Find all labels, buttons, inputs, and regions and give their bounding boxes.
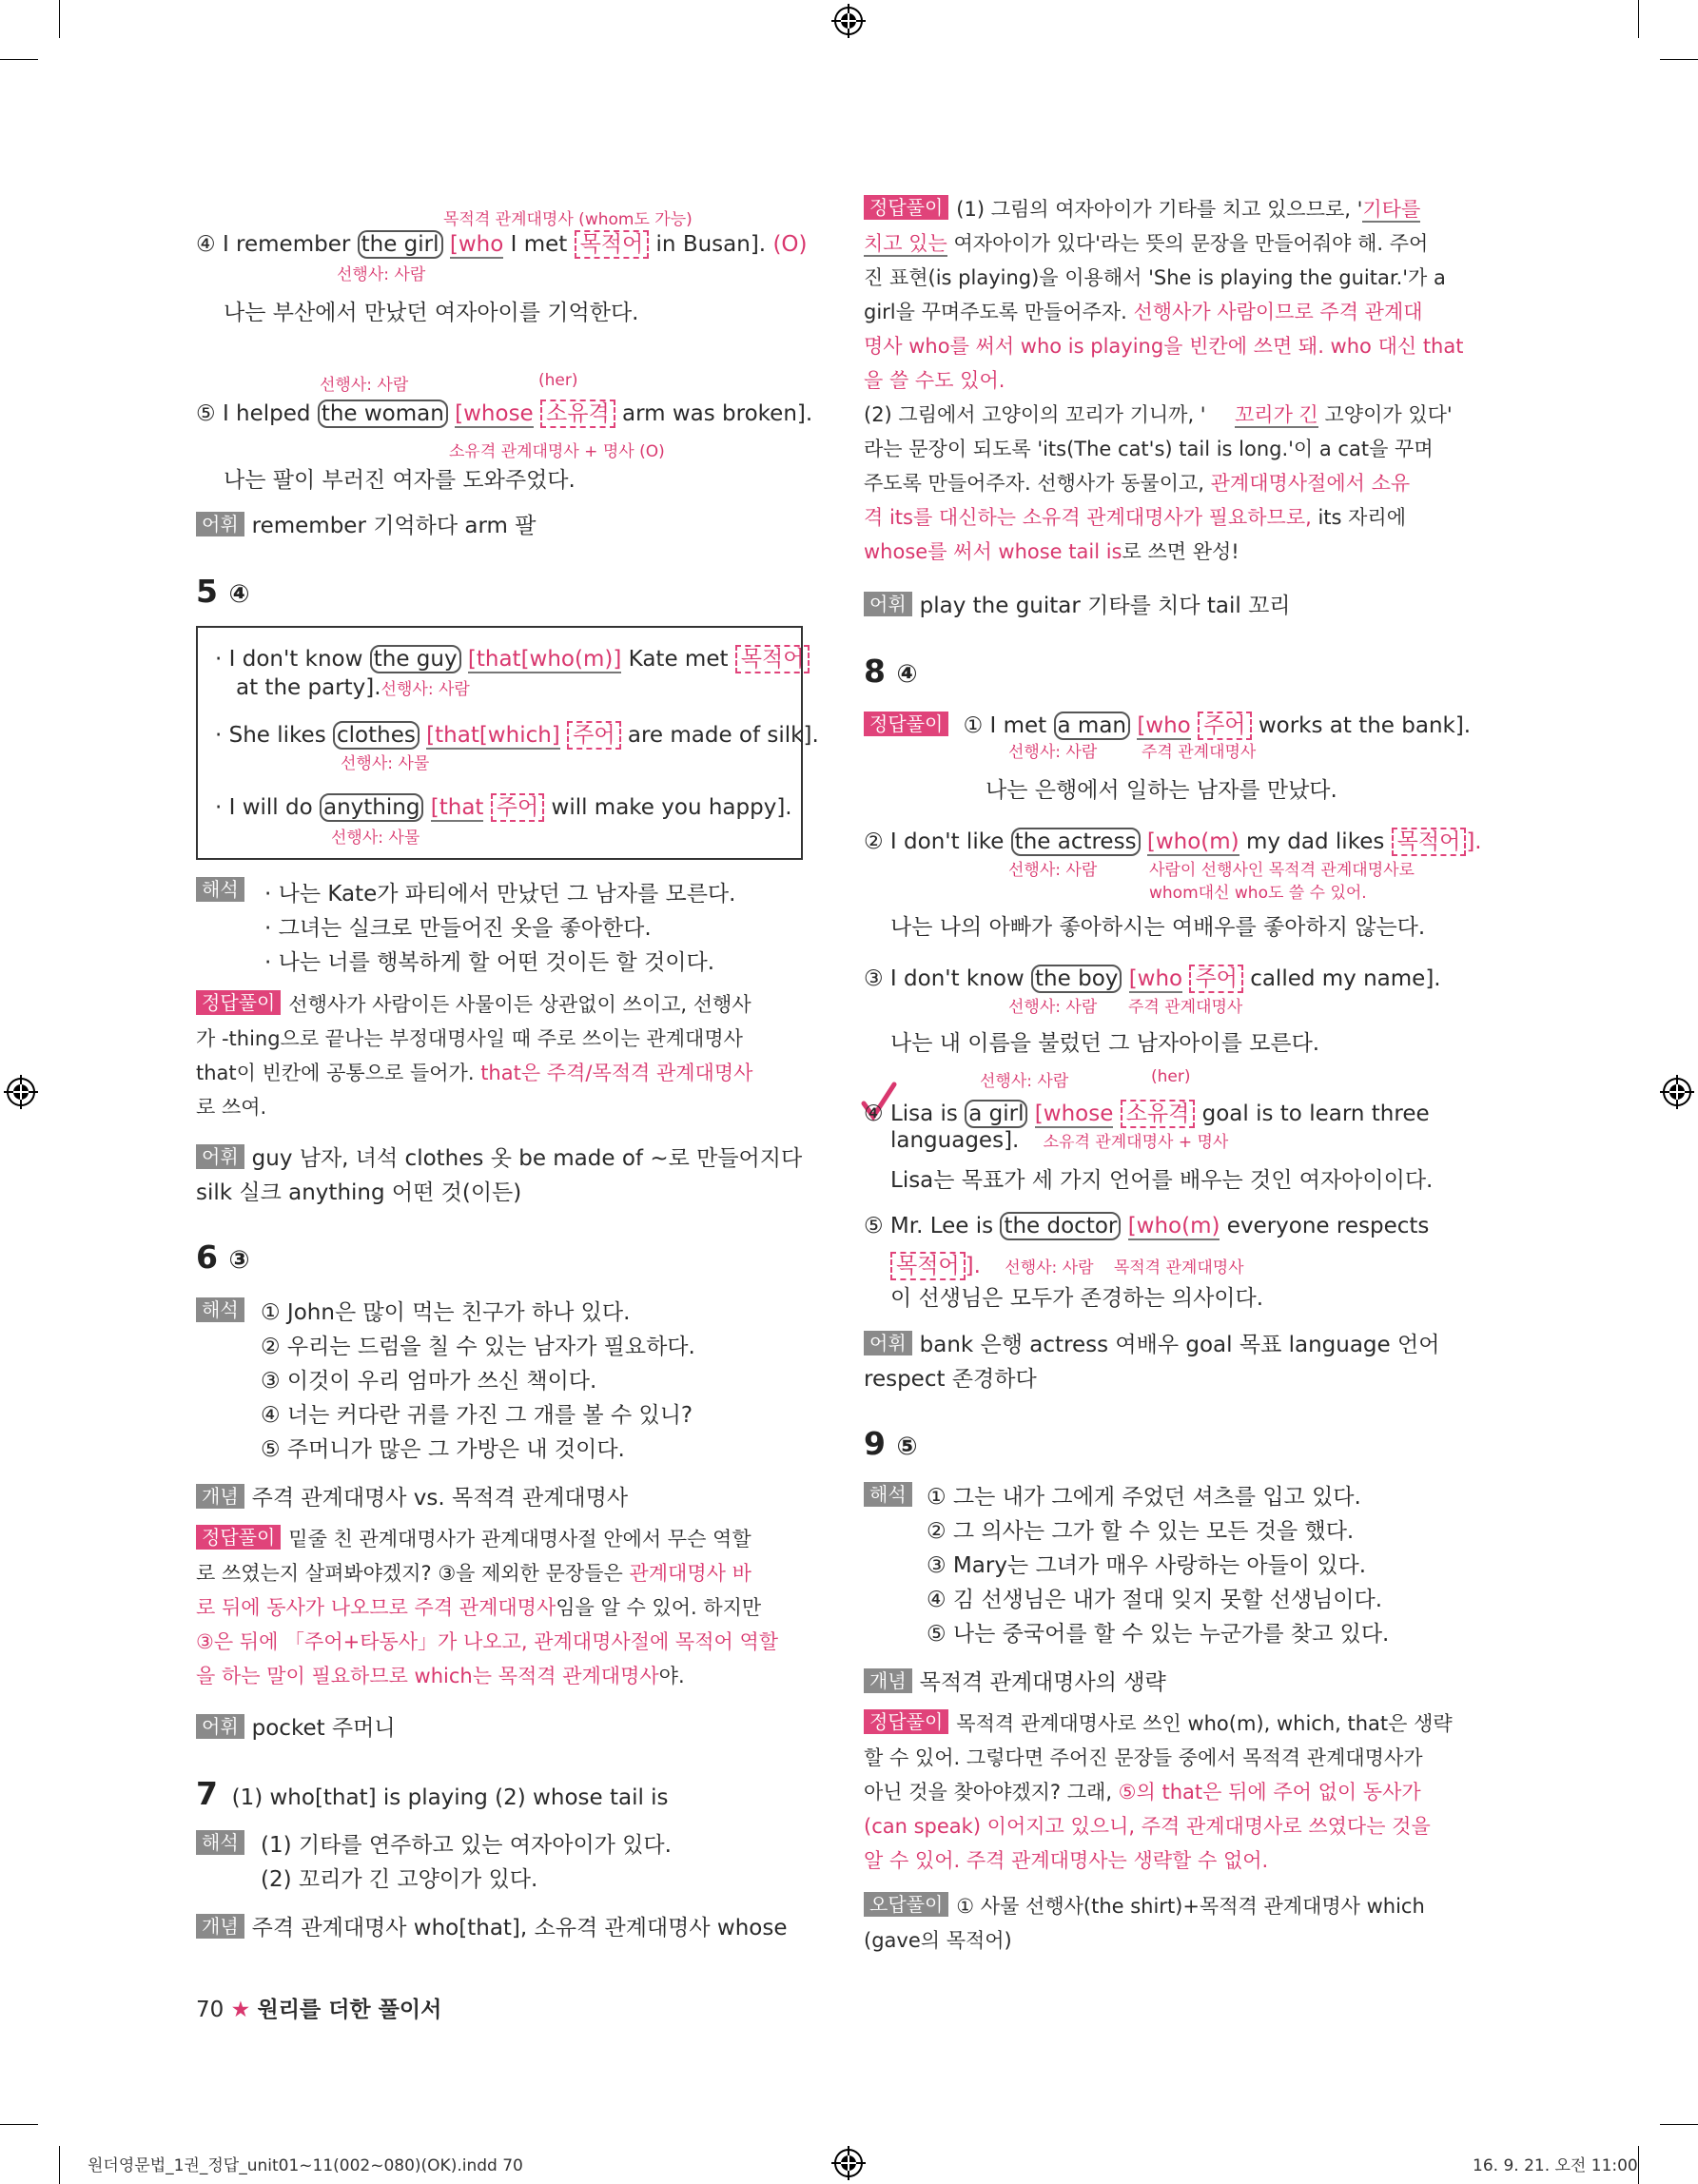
underlined-phrase: 꼬리가 긴 고양이가 있다' <box>1235 403 1453 426</box>
vocab-line: 어휘 guy 남자, 녀석 clothes 옷 be made of ~로 만들어지다 silk 실크 anything 어떤 것(이든) <box>196 1145 803 1205</box>
wrong-answer-explanation: 오답풀이 ① 사물 선행사(the shirt)+목적격 관계대명사 which (gave의 목적어) <box>864 1893 1425 1952</box>
crop-mark <box>59 2146 60 2184</box>
answer-explanation-9: 정답풀이 목적격 관계대명사로 쓰인 who(m), which, that은 생략 할 수 있어. 그렇다면 주어진 문장들 중에서 목적격 관계대명사가 아닌 것을 찾아야겠지? 그래, ⑤의 that은 뒤에 주어 없이 동사가 (can speak) 이어지고 있으니, 주격 관계대명사로 쓰였다는 것을 알 수 있어. 주격 관계대명사는 생략할 수 없어. <box>864 1710 1453 1872</box>
item-number: ④ <box>196 232 216 257</box>
vocab-line: 어휘 play the guitar 기타를 치다 tail 꼬리 <box>864 588 1291 619</box>
vocab-line: 어휘 remember 기억하다 arm 팔 <box>196 508 536 539</box>
translation-list: (1) 기타를 연주하고 있는 여자아이가 있다. (2) 꼬리가 긴 고양이가 있다. <box>261 1833 672 1892</box>
handwritten-note: 선행사: 사람 <box>1008 998 1098 1017</box>
handwritten-note: 선행사: 사람 <box>337 265 426 284</box>
sentence-8-5: ⑤ Mr. Lee is the doctor [who(m) everyone respects <box>864 1214 1430 1238</box>
translation: 나는 부산에서 만났던 여자아이를 기억한다. <box>224 301 639 325</box>
question-number: 6 ③ <box>196 1238 250 1276</box>
page-footer: 70 ★ 원리를 더한 풀이서 <box>196 1998 442 2022</box>
crop-mark <box>1638 2146 1639 2184</box>
handwritten-note: 선행사: 사람 <box>980 1072 1069 1091</box>
crop-mark <box>0 59 38 60</box>
handwritten-note: (her) <box>1151 1067 1191 1086</box>
handwritten-note: 소유격 관계대명사 + 명사 (O) <box>449 442 665 461</box>
concept-line: 개념 주격 관계대명사 who[that], 소유격 관계대명사 whose <box>196 1910 787 1941</box>
sentence-8-5-cont: 목적어 ]. 선행사: 사람 목적격 관계대명사 <box>890 1248 1244 1279</box>
concept-line: 개념 주격 관계대명사 vs. 목적격 관계대명사 <box>196 1480 628 1511</box>
example-box: · I don't know the guy [that[who(m)] Kate met 목적어 at the party].선행사: 사람 · She likes clothes [that[which] 주어 are made of silk]. 선행사: 사물 · I will do anything [that 주어 will make you happy]. 선행사: 사물 <box>196 626 803 860</box>
translation-block: 해석 <box>196 877 252 904</box>
crop-mark <box>1660 59 1698 60</box>
sentence-8-1: 정답풀이 ① I met a man [who 주어 works at the bank]. <box>864 708 1471 739</box>
handwritten-note: 주격 관계대명사 <box>1142 743 1257 762</box>
sentence-8-4: ④ Lisa is a girl [whose 소유격 goal is to learn three <box>864 1102 1430 1126</box>
handwritten-note: 사람이 선행사인 목적격 관계대명사로 <box>1149 861 1415 880</box>
crop-mark <box>0 2124 38 2125</box>
question-number: 5 ④ <box>196 573 250 610</box>
sentence-item-4: ④ I remember the girl [who I met 목적어 in Busan]. (O) <box>196 232 808 257</box>
question-number: 7 (1) who[that] is playing (2) whose tail is <box>196 1775 669 1812</box>
handwritten-note: whom대신 who도 쓸 수 있어. <box>1149 884 1367 903</box>
answer-explanation-6: 정답풀이 밑줄 친 관계대명사가 관계대명사절 안에서 무슨 역할 로 쓰였는지 살펴봐야겠지? ③을 제외한 문장들은 관계대명사 바 로 뒤에 동사가 나오므로 주격 관계대명사임을 알 수 있어. 하지만 ③은 뒤에 「주어+타동사」가 나오고, 관계대명사절에 목적어 역할 을 하는 말이 필요하므로 which는 목적격 관계대명사야. <box>196 1526 779 1687</box>
antecedent: the girl <box>358 230 443 259</box>
concept-line: 개념 목적격 관계대명사의 생략 <box>864 1665 1166 1696</box>
translation-block: 해석 <box>196 1830 252 1857</box>
handwritten-note: 선행사: 사람 <box>1008 743 1098 762</box>
handwritten-note: (her) <box>538 371 578 390</box>
registration-mark-icon <box>4 1075 38 1109</box>
registration-mark-icon <box>831 4 866 38</box>
translation: 이 선생님은 모두가 존경하는 의사이다. <box>890 1286 1264 1311</box>
star-icon: ★ <box>230 1998 251 2022</box>
example-line-3: · I will do anything [that 주어 will make you happy]. <box>215 795 792 820</box>
translation-block: 해석 <box>196 1297 252 1324</box>
translation-list: ① 그는 내가 그에게 주었던 셔츠를 입고 있다. ② 그 의사는 그가 할 수 있는 모든 것을 했다. ③ Mary는 그녀가 매우 사랑하는 아들이 있다. ④ 김 선생님은 내가 절대 잊지 못할 선생님이다. ⑤ 나는 중국어를 할 수 있는 누군가를 찾고 있다. <box>927 1485 1390 1647</box>
translation: 나는 팔이 부러진 여자를 도와주었다. <box>224 468 576 493</box>
handwritten-note: 선행사: 사람 <box>1008 861 1098 880</box>
crop-mark <box>1638 0 1639 38</box>
question-number: 9 ⑤ <box>864 1425 918 1462</box>
translation-list: · 나는 Kate가 파티에서 만났던 그 남자를 모른다. · 그녀는 실크로 만들어진 옷을 좋아한다. · 나는 너를 행복하게 할 어떤 것이든 할 것이다. <box>264 882 736 975</box>
translation: 나는 나의 아빠가 좋아하시는 여배우를 좋아하지 않는다. <box>890 915 1426 940</box>
sentence-8-2: ② I don't like the actress [who(m) my dad likes 목적어 ]. <box>864 829 1482 854</box>
vocab-line: 어휘 bank 은행 actress 여배우 goal 목표 language 언어 respect 존경하다 <box>864 1332 1440 1392</box>
translation-list: ① John은 많이 먹는 친구가 하나 있다. ② 우리는 드럼을 칠 수 있는 남자가 필요하다. ③ 이것이 우리 엄마가 쓰신 책이다. ④ 너는 커다란 귀를 가진 그 개를 볼 수 있니? ⑤ 주머니가 많은 그 가방은 내 것이다. <box>261 1300 695 1462</box>
handwritten-note: 주격 관계대명사 <box>1128 998 1243 1017</box>
translation: 나는 내 이름을 불렀던 그 남자아이를 모른다. <box>890 1031 1320 1056</box>
example-line-1: · I don't know the guy [that[who(m)] Kate met 목적어 <box>215 641 810 673</box>
example-line-2: · She likes clothes [that[which] 주어 are made of silk]. <box>215 723 819 748</box>
handwritten-note: 선행사: 사람 <box>320 376 409 395</box>
crop-mark <box>1660 2124 1698 2125</box>
answer-explanation-7: 정답풀이 (1) 그림의 여자아이가 기타를 치고 있으므로, '기타를 치고 있는 여자아이가 있다'라는 뜻의 문장을 만들어줘야 해. 주어 진 표현(is playing)을 이용해서 'She is playing the guitar.'가 a girl을 꾸며주도록 만들어주자. 선행사가 사람이므로 주격 관계대 명사 who를 써서 who is playing을 빈칸에 쓰면 돼. who 대신 that 을 쓸 수도 있어. (2) 그림에서 고양이의 꼬리가 기니까, ' 라는 문장이 되도록 'its(The cat's) tail is long.'이 a cat을 꾸며 주도록 만들어주자. 선행사가 동물이고, 관계대명사절에서 소유 격 its를 대신하는 소유격 관계대명사가 필요하므로, its 자리에 whose를 써서 whose tail is로 쓰면 완성! <box>864 196 1464 563</box>
date-slug: 16. 9. 21. 오전 11:00 <box>1473 2156 1638 2175</box>
sentence-8-4-cont: languages]. 소유격 관계대명사 + 명사 <box>890 1128 1229 1153</box>
translation: Lisa는 목표가 세 가지 언어를 배우는 것인 여자아이이다. <box>890 1168 1434 1193</box>
handwritten-note: 목적격 관계대명사 (whom도 가능) <box>443 210 693 229</box>
relative-pronoun: [who <box>449 232 504 257</box>
answer-explanation-5: 정답풀이 선행사가 사람이든 사물이든 상관없이 쓰이고, 선행사 가 -thing으로 끝나는 부정대명사일 때 주로 쓰이는 관계대명사 that이 빈칸에 공통으로 들어가. that은 주격/목적격 관계대명사 로 쓰여. <box>196 991 753 1119</box>
registration-mark-icon <box>831 2146 866 2180</box>
file-slug: 원더영문법_1권_정답_unit01~11(002~080)(OK).indd 70 <box>88 2156 523 2175</box>
crop-mark <box>59 0 60 38</box>
sentence-item-5: ⑤ I helped the woman [whose 소유격 arm was broken]. <box>196 401 813 426</box>
registration-mark-icon <box>1660 1075 1694 1109</box>
question-number: 8 ④ <box>864 653 918 690</box>
vocab-line: 어휘 pocket 주머니 <box>196 1710 396 1742</box>
translation-block: 해석 <box>864 1482 920 1509</box>
blank-box: 목적어 <box>575 230 650 259</box>
translation: 나는 은행에서 일하는 남자를 만났다. <box>986 778 1337 803</box>
sentence-8-3: ③ I don't know the boy [who 주어 called my name]. <box>864 966 1441 991</box>
